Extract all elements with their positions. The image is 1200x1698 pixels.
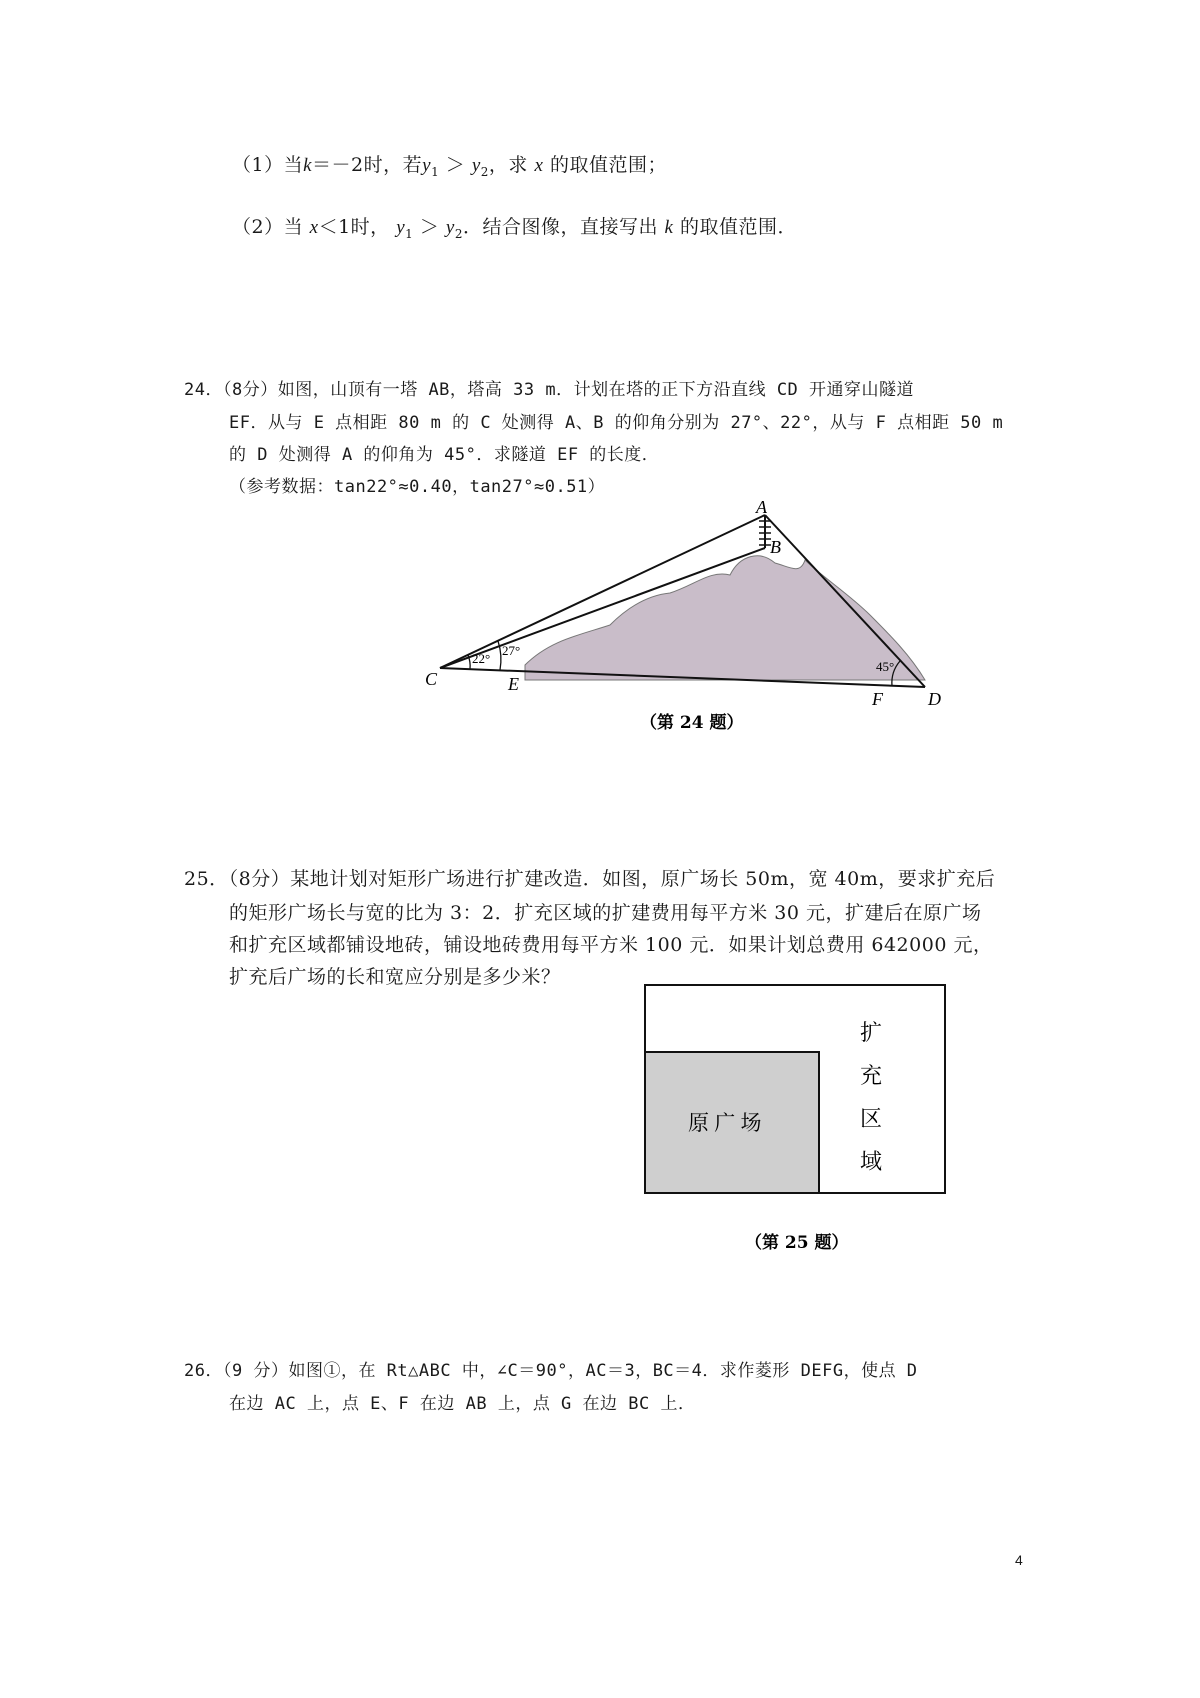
q25-line1: 25．（8分）某地计划对矩形广场进行扩建改造．如图，原广场长 50m，宽 40m，要求扩充后 [184, 868, 996, 890]
sub: 2 [454, 227, 463, 241]
var-y2: y [471, 155, 481, 176]
var-k: k [664, 217, 674, 238]
q23-part2 [232, 212, 797, 241]
caption-24: （第 24 题） [640, 713, 744, 733]
label-B: B [770, 537, 781, 557]
gt-sign: ＞ [445, 154, 466, 176]
expansion-char-3: 区 [860, 1106, 883, 1131]
q24-line2: EF．从与 E 点相距 80 m 的 C 处测得 A、B 的仰角分别为 27°、22°，从与 F 点相距 50 m [229, 413, 1004, 433]
text: ，求 [488, 154, 528, 176]
sub: 1 [405, 227, 414, 241]
sub: 1 [431, 165, 440, 179]
text: 的取值范围． [680, 216, 798, 238]
angle-27: 27° [502, 643, 521, 658]
var-x: x [534, 155, 544, 176]
var-y1: y [422, 155, 432, 176]
q23-part1 [232, 150, 667, 179]
q26-line1: 26．（9 分）如图①，在 Rt△ABC 中，∠C＝90°，AC＝3，BC＝4．求作菱形 DEFG，使点 D [184, 1361, 918, 1381]
q24-line1: 24．（8分）如图，山顶有一塔 AB，塔高 33 m．计划在塔的正下方沿直线 CD 开通穿山隧道 [184, 380, 915, 400]
label-A: A [756, 497, 767, 517]
text: 的取值范围； [549, 154, 667, 176]
var-y2: y [445, 217, 455, 238]
text: ．结合图像，直接写出 [462, 216, 658, 238]
q24-line4: （参考数据：tan22°≈0.40，tan27°≈0.51） [229, 477, 606, 497]
var-y1: y [396, 217, 406, 238]
caption-25: （第 25 题） [745, 1233, 849, 1253]
text: ＜1时， [318, 216, 390, 238]
label-C: C [425, 669, 438, 689]
var-k: k [303, 155, 313, 176]
q25-line3: 和扩充区域都铺设地砖，铺设地砖费用每平方米 100 元．如果计划总费用 642000 元， [229, 934, 993, 956]
original-label: 原 广 场 [688, 1111, 762, 1135]
var-x: x [309, 217, 319, 238]
q26-line2: 在边 AC 上，点 E、F 在边 AB 上，点 G 在边 BC 上． [229, 1394, 696, 1414]
label-D: D [928, 689, 941, 709]
figure-25 [630, 980, 980, 1270]
q24-line3: 的 D 处测得 A 的仰角为 45°．求隧道 EF 的长度． [229, 445, 660, 465]
angle-45: 45° [876, 659, 895, 674]
figure-24 [425, 497, 1000, 765]
gt-sign: ＞ [419, 216, 440, 238]
expansion-char-4: 域 [860, 1149, 883, 1174]
text: ＝－2时，若 [312, 154, 423, 176]
mountain-shape [525, 556, 925, 680]
text: （1）当 [232, 154, 304, 176]
q25-line4: 扩充后广场的长和宽应分别是多少米？ [229, 966, 561, 988]
label-E: E [508, 674, 519, 694]
label-F: F [872, 689, 883, 709]
expansion-char-2: 充 [860, 1063, 883, 1088]
text: （2）当 [232, 216, 304, 238]
angle-22: 22° [472, 651, 491, 666]
page-number: 4 [1015, 1552, 1023, 1568]
q25-line2: 的矩形广场长与宽的比为 3：2．扩充区域的扩建费用每平方米 30 元，扩建后在原广场 [229, 902, 982, 924]
expansion-char-1: 扩 [860, 1020, 883, 1045]
sub: 2 [480, 165, 489, 179]
